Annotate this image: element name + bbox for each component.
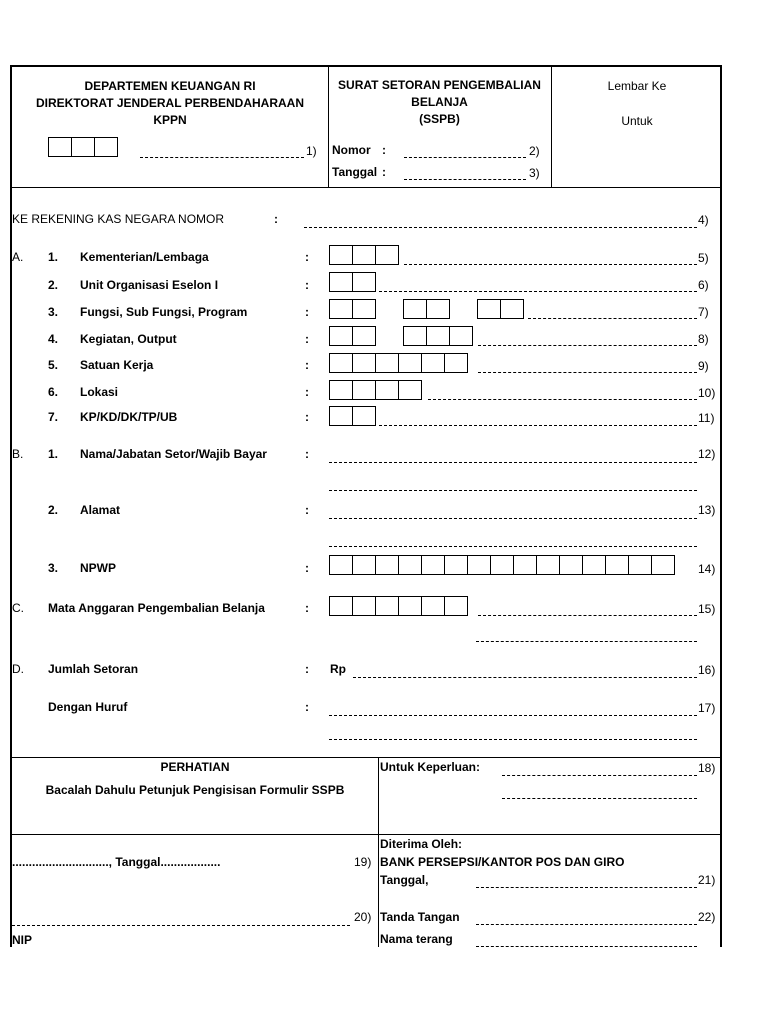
- perhatian-top-line: [12, 757, 722, 758]
- sspb-title-2: BELANJA: [411, 95, 468, 109]
- footer-top-line: [12, 834, 722, 835]
- kppn-line: [140, 157, 304, 158]
- huruf-field[interactable]: [329, 715, 697, 716]
- sspb-title-3: (SSPB): [419, 112, 460, 126]
- num-19: 19): [354, 855, 372, 869]
- perhatian-title: PERHATIAN: [160, 760, 230, 774]
- tanggal-terima-label: Tanggal,: [380, 873, 429, 887]
- tanda-tangan-label: Tanda Tangan: [380, 910, 460, 924]
- nama-terang-label: Nama terang: [380, 932, 453, 946]
- section-a-letter: A.: [12, 250, 24, 264]
- nomor-num: 2): [529, 144, 540, 158]
- a4-boxes-output[interactable]: [403, 326, 472, 346]
- kppn-code-boxes[interactable]: [48, 137, 117, 157]
- b1-field-2[interactable]: [329, 490, 697, 491]
- a3-num: 7): [698, 305, 709, 319]
- a1-no: 1.: [48, 250, 59, 264]
- keperluan-label: Untuk Keperluan:: [380, 760, 481, 774]
- b3-no: 3.: [48, 561, 59, 575]
- rp-label: Rp: [330, 662, 346, 676]
- a1-label: Kementerian/Lembaga: [80, 250, 209, 264]
- a1-num: 5): [698, 251, 709, 265]
- a3-label: Fungsi, Sub Fungsi, Program: [80, 305, 248, 319]
- b3-label: NPWP: [80, 561, 116, 575]
- nomor-label: Nomor: [332, 143, 371, 157]
- a2-line: [379, 291, 697, 292]
- keperluan-num: 18): [698, 761, 716, 775]
- kppn-num: 1): [306, 144, 317, 158]
- kppn-title: KPPN: [153, 113, 187, 127]
- section-c-letter: C.: [12, 601, 24, 615]
- jumlah-num: 16): [698, 663, 716, 677]
- a4-no: 4.: [48, 332, 59, 346]
- b1-no: 1.: [48, 447, 59, 461]
- a6-line: [428, 399, 697, 400]
- tanggal-terima-field[interactable]: [476, 887, 697, 888]
- a2-no: 2.: [48, 278, 59, 292]
- b2-field[interactable]: [329, 518, 697, 519]
- a4-line: [478, 345, 697, 346]
- b1-colon: :: [305, 447, 309, 461]
- b2-no: 2.: [48, 503, 59, 517]
- a6-colon: :: [305, 385, 309, 399]
- a2-num: 6): [698, 278, 709, 292]
- a3-line: [528, 318, 697, 319]
- b1-label: Nama/Jabatan Setor/Wajib Bayar: [80, 447, 267, 461]
- a2-boxes[interactable]: [329, 272, 375, 292]
- jumlah-colon: :: [305, 662, 309, 676]
- tanda-tangan-field[interactable]: [476, 924, 697, 925]
- c-line-2: [476, 641, 697, 642]
- place-date: ............................., Tanggal..................: [12, 855, 221, 869]
- a3-boxes-program[interactable]: [477, 299, 523, 319]
- rekening-label: KE REKENING KAS NEGARA NOMOR: [12, 212, 225, 226]
- c-num: 15): [698, 602, 716, 616]
- a5-colon: :: [305, 358, 309, 372]
- directorate-title: DIREKTORAT JENDERAL PERBENDAHARAAN: [35, 96, 305, 110]
- rekening-colon: :: [274, 212, 278, 226]
- nomor-colon: :: [382, 143, 386, 157]
- tanggal-colon: :: [382, 165, 386, 179]
- c-colon: :: [305, 601, 309, 615]
- sspb-form: [10, 65, 722, 947]
- a2-label: Unit Organisasi Eselon I: [80, 278, 219, 292]
- tanggal-field[interactable]: [404, 179, 526, 180]
- a5-num: 9): [698, 359, 709, 373]
- a5-no: 5.: [48, 358, 59, 372]
- rekening-num: 4): [698, 213, 709, 227]
- a6-no: 6.: [48, 385, 59, 399]
- c-label: Mata Anggaran Pengembalian Belanja: [48, 601, 265, 615]
- b1-field[interactable]: [329, 462, 697, 463]
- nomor-field[interactable]: [404, 157, 526, 158]
- npwp-boxes[interactable]: [329, 555, 674, 575]
- a1-boxes[interactable]: [329, 245, 398, 265]
- a5-line: [478, 372, 697, 373]
- bank-label: BANK PERSEPSI/KANTOR POS DAN GIRO: [380, 855, 625, 869]
- a4-boxes-kegiatan[interactable]: [329, 326, 375, 346]
- a1-line: [404, 264, 697, 265]
- bottom-divider: [378, 757, 379, 947]
- lembar-ke-label: Lembar Ke: [607, 79, 667, 93]
- huruf-label: Dengan Huruf: [48, 700, 128, 714]
- untuk-label: Untuk: [621, 114, 653, 128]
- perhatian-text: Bacalah Dahulu Petunjuk Pengisisan Formulir SSPB: [45, 783, 345, 797]
- a7-colon: :: [305, 410, 309, 424]
- section-d-letter: D.: [12, 662, 24, 676]
- b3-num: 14): [698, 562, 716, 576]
- mata-anggaran-boxes[interactable]: [329, 596, 467, 616]
- huruf-num: 17): [698, 701, 716, 715]
- a7-label: KP/KD/DK/TP/UB: [80, 410, 178, 424]
- a6-boxes[interactable]: [329, 380, 421, 400]
- b1-num: 12): [698, 447, 716, 461]
- a7-no: 7.: [48, 410, 59, 424]
- a3-no: 3.: [48, 305, 59, 319]
- num-21: 21): [698, 873, 716, 887]
- nama-terang-field[interactable]: [476, 946, 697, 947]
- a2-colon: :: [305, 278, 309, 292]
- a4-num: 8): [698, 332, 709, 346]
- num-22: 22): [698, 910, 716, 924]
- tanggal-label: Tanggal: [332, 165, 378, 179]
- keperluan-field-2[interactable]: [502, 798, 697, 799]
- section-b-letter: B.: [12, 447, 24, 461]
- a1-colon: :: [305, 250, 309, 264]
- num-20: 20): [354, 910, 372, 924]
- jumlah-field[interactable]: [353, 677, 697, 678]
- huruf-colon: :: [305, 700, 309, 714]
- sspb-title-1: SURAT SETORAN PENGEMBALIAN: [338, 78, 541, 92]
- a4-label: Kegiatan, Output: [80, 332, 177, 346]
- a5-label: Satuan Kerja: [80, 358, 154, 372]
- a6-num: 10): [698, 386, 716, 400]
- diterima-label: Diterima Oleh:: [380, 837, 463, 851]
- b3-colon: :: [305, 561, 309, 575]
- a3-boxes-fungsi[interactable]: [329, 299, 375, 319]
- b2-label: Alamat: [80, 503, 121, 517]
- a3-boxes-subfungsi[interactable]: [403, 299, 449, 319]
- a3-colon: :: [305, 305, 309, 319]
- a7-num: 11): [698, 411, 715, 425]
- header-bottom-line: [12, 187, 722, 188]
- b2-num: 13): [698, 503, 716, 517]
- tanggal-num: 3): [529, 166, 540, 180]
- c-line: [478, 615, 697, 616]
- huruf-field-2[interactable]: [329, 739, 697, 740]
- a7-boxes[interactable]: [329, 406, 375, 426]
- a5-boxes[interactable]: [329, 353, 467, 373]
- keperluan-field[interactable]: [502, 775, 697, 776]
- b2-colon: :: [305, 503, 309, 517]
- signature-line[interactable]: [12, 925, 350, 926]
- a7-line: [379, 425, 697, 426]
- rekening-field[interactable]: [304, 227, 697, 228]
- dept-title: DEPARTEMEN KEUANGAN RI: [84, 79, 256, 93]
- jumlah-label: Jumlah Setoran: [48, 662, 139, 676]
- a6-label: Lokasi: [80, 385, 119, 399]
- nip-label: NIP: [12, 933, 33, 947]
- a4-colon: :: [305, 332, 309, 346]
- b2-field-2[interactable]: [329, 546, 697, 547]
